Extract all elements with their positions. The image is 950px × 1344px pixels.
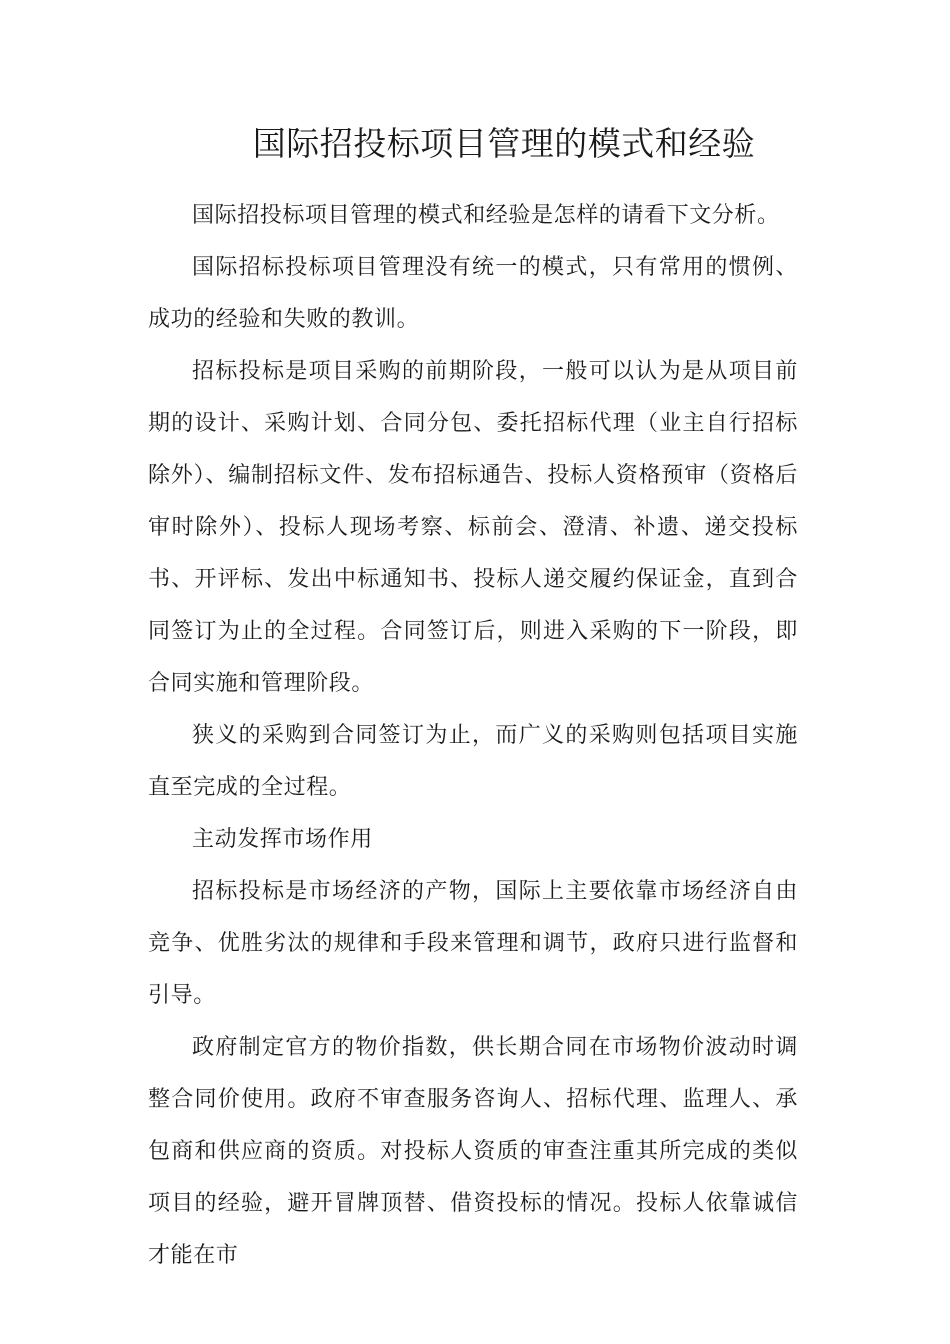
paragraph-procurement-scope: 狭义的采购到合同签订为止，而广义的采购则包括项目实施直至完成的全过程。 xyxy=(148,723,798,800)
document-title: 国际招投标项目管理的模式和经验 xyxy=(252,124,756,163)
paragraph-bidding-stage: 招标投标是项目采购的前期阶段，一般可以认为是从项目前期的设计、采购计划、合同分包、委托招标代理（业主自行招标除外）、编制招标文件、发布招标通告、投标人资格预审（资格后审时除外）、投标人现场考察、标前会、澄清、补遗、递交投标书、开评标、发出中标通知书、投标人递交履约保证金，直到合同签订为止的全过程。合同签订后，则进入采购的下一阶段，即合同实施和管理阶段。 xyxy=(148,359,798,696)
paragraph-no-unified-model: 国际招标投标项目管理没有统一的模式，只有常用的惯例、成功的经验和失败的教训。 xyxy=(148,255,798,332)
paragraph-intro: 国际招投标项目管理的模式和经验是怎样的请看下文分析。 xyxy=(192,203,780,228)
paragraph-market-economy: 招标投标是市场经济的产物，国际上主要依靠市场经济自由竞争、优胜劣汰的规律和手段来管理和调节，政府只进行监督和引导。 xyxy=(148,879,798,1008)
section-heading-market-role: 主动发挥市场作用 xyxy=(192,827,373,852)
document-body xyxy=(148,190,798,1282)
paragraph-government-role: 政府制定官方的物价指数，供长期合同在市场物价波动时调整合同价使用。政府不审查服务咨询人、招标代理、监理人、承包商和供应商的资质。对投标人资质的审查注重其所完成的类似项目的经验，避开冒牌顶替、借资投标的情况。投标人依靠诚信才能在市 xyxy=(148,1035,798,1268)
